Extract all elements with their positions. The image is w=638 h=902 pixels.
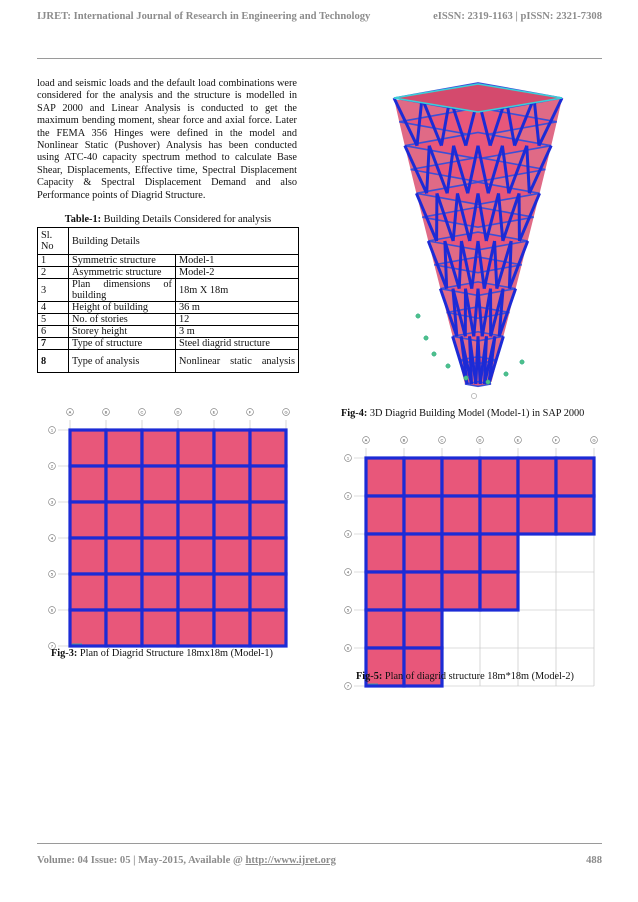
header-cell-no: Sl. No (38, 228, 69, 255)
support-node (486, 380, 490, 384)
slab-panel (106, 610, 142, 646)
slab-panel (404, 496, 442, 534)
slab-panel (142, 466, 178, 502)
support-node (424, 336, 428, 340)
slab-panel (178, 502, 214, 538)
support-node (520, 360, 524, 364)
grid-label-column: E (212, 409, 216, 415)
table-row (38, 326, 299, 338)
table-caption-text: Building Details Considered for analysis (101, 214, 272, 225)
slab-panel (250, 610, 286, 646)
grid-label-row: 1 (50, 427, 54, 433)
fig4-label: Fig-4: (341, 408, 368, 419)
row-value: Nonlinear static analysis (176, 350, 299, 373)
grid-label-row: 1 (346, 455, 350, 461)
slab-panel (366, 458, 404, 496)
support-node (432, 352, 436, 356)
row-value: Model-1 (176, 255, 299, 267)
row-value: Model-2 (176, 267, 299, 279)
grid-label-row: 7 (50, 643, 54, 649)
table-row (38, 255, 299, 267)
slab-panel (404, 610, 442, 648)
slab-panel (404, 458, 442, 496)
grid-label-column: A (68, 409, 72, 415)
slab-panel (142, 430, 178, 466)
slab-panel (250, 538, 286, 574)
slab-panel (366, 610, 404, 648)
table-header-row (38, 228, 299, 255)
slab-panel (404, 534, 442, 572)
row-item: Symmetric structure (69, 255, 176, 267)
slab-panel (480, 496, 518, 534)
table-row (38, 267, 299, 279)
footer-volume (37, 855, 336, 866)
slab-panel (250, 574, 286, 610)
support-node (416, 314, 420, 318)
slab-panel (142, 610, 178, 646)
row-number: 8 (38, 350, 69, 373)
fig4-text: 3D Diagrid Building Model (Model-1) in SAP 2000 (367, 408, 585, 419)
table-caption-label: Table-1: (64, 214, 102, 225)
row-item: Plan dimensions of building (69, 279, 176, 302)
grid-label-column: G (284, 409, 288, 415)
support-node (446, 364, 450, 368)
row-number: 4 (38, 302, 69, 314)
slab-panel (106, 430, 142, 466)
slab-panel (480, 572, 518, 610)
slab-panel (70, 538, 106, 574)
table-row (38, 302, 299, 314)
slab-panel (250, 466, 286, 502)
row-value: 3 m (176, 326, 299, 338)
row-value: Steel diagrid structure (176, 338, 299, 350)
slab-panel (250, 502, 286, 538)
slab-panel (366, 496, 404, 534)
slab-panel (442, 458, 480, 496)
grid-label-row: 4 (346, 569, 350, 575)
slab-panel (480, 458, 518, 496)
grid-label-row: 5 (50, 571, 54, 577)
row-item: Storey height (69, 326, 176, 338)
slab-panel (214, 466, 250, 502)
fig3-label: Fig-3: (51, 648, 78, 659)
row-item: Asymmetric structure (69, 267, 176, 279)
slab-panel (142, 502, 178, 538)
slab-panel (442, 572, 480, 610)
running-header (37, 11, 602, 27)
row-number: 7 (38, 338, 69, 350)
grid-label-row: 6 (50, 607, 54, 613)
grid-label-row: 3 (346, 531, 350, 537)
plan-model1-figure (46, 406, 298, 649)
slab-panel (442, 534, 480, 572)
grid-label-column: D (176, 409, 180, 415)
slab-panel (480, 534, 518, 572)
issn-info: eISSN: 2319-1163 | pISSN: 2321-7308 (433, 11, 602, 22)
3d-diagrid-model-figure (370, 86, 595, 404)
slab-panel (366, 534, 404, 572)
grid-label-column: C (440, 437, 444, 443)
slab-panel (178, 574, 214, 610)
slab-panel (106, 502, 142, 538)
slab-panel (142, 574, 178, 610)
journal-link[interactable]: http://www.ijret.org (245, 855, 336, 866)
fig5-caption (356, 671, 574, 682)
grid-label-row: 5 (346, 607, 350, 613)
row-number: 1 (38, 255, 69, 267)
slab-panel (106, 574, 142, 610)
fig5-label: Fig-5: (356, 671, 383, 682)
slab-panel (214, 502, 250, 538)
row-number: 3 (38, 279, 69, 302)
fig4-caption (341, 408, 584, 419)
grid-label-row: 7 (346, 683, 350, 689)
slab-panel (442, 496, 480, 534)
grid-label-column: D (478, 437, 482, 443)
table-row (38, 350, 299, 373)
grid-label-column: A (364, 437, 368, 443)
slab-panel (214, 538, 250, 574)
slab-panel (556, 458, 594, 496)
table-row (38, 279, 299, 302)
slab-panel (178, 430, 214, 466)
grid-label-column: G (592, 437, 596, 443)
slab-panel (70, 466, 106, 502)
row-item: No. of stories (69, 314, 176, 326)
row-value: 36 m (176, 302, 299, 314)
building-details-table (37, 227, 299, 373)
slab-panel (106, 538, 142, 574)
row-value: 18m X 18m (176, 279, 299, 302)
grid-label-column: E (516, 437, 520, 443)
slab-panel (366, 572, 404, 610)
page-number: 488 (586, 855, 602, 866)
slab-panel (518, 458, 556, 496)
support-node (504, 372, 508, 376)
slab-panel (70, 430, 106, 466)
table-caption (37, 214, 299, 225)
grid-label-row: 2 (346, 493, 350, 499)
grid-label-column: F (248, 409, 252, 415)
footer-volume-text: Volume: 04 Issue: 05 | May-2015, Available @ (37, 855, 246, 866)
grid-label-column: B (104, 409, 108, 415)
row-value: 12 (176, 314, 299, 326)
slab-panel (214, 430, 250, 466)
body-paragraph: load and seismic loads and the default load combinations were considered for the analysis and the structure is modelled in SAP 2000 and Linear Analysis is conducted to get the maximum bending moment, shear force and axial force. Later the FEMA 356 Hinges were defined in the model and Nonlinear Static (Pushover) Analysis has been conducted using ATC-40 capacity spectrum method to calculate Base Shear, Displacements, Effective time, Spectral Displacement Capacity & Spectral Displacement Demand and also Performance points of Diagrid Structure. (37, 78, 297, 201)
slab-panel (106, 466, 142, 502)
table-row (38, 338, 299, 350)
running-footer (37, 855, 602, 871)
slab-panel (404, 572, 442, 610)
row-number: 5 (38, 314, 69, 326)
slab-panel (214, 610, 250, 646)
row-item: Type of analysis (69, 350, 176, 373)
slab-panel (178, 466, 214, 502)
slab-panel (178, 610, 214, 646)
fig5-text: Plan of diagrid structure 18m*18m (Model-2) (382, 671, 574, 682)
row-number: 6 (38, 326, 69, 338)
slab-panel (214, 574, 250, 610)
footer-rule (37, 843, 602, 844)
grid-label-column: B (402, 437, 406, 443)
slab-panel (250, 430, 286, 466)
header-rule (37, 58, 602, 59)
journal-title: IJRET: International Journal of Research in Engineering and Technology (37, 11, 371, 22)
slab-panel (518, 496, 556, 534)
slab-panel (556, 496, 594, 534)
row-number: 2 (38, 267, 69, 279)
support-node (464, 376, 468, 380)
grid-label-row: 4 (50, 535, 54, 541)
slab-panel (70, 574, 106, 610)
slab-panel (142, 538, 178, 574)
row-item: Height of building (69, 302, 176, 314)
fig3-caption (51, 648, 273, 659)
slab-panel (70, 610, 106, 646)
header-cell-details: Building Details (69, 228, 299, 255)
row-item: Type of structure (69, 338, 176, 350)
grid-label-column: C (140, 409, 144, 415)
grid-label-column: F (554, 437, 558, 443)
slab-panel (70, 502, 106, 538)
table-row (38, 314, 299, 326)
axis-origin-icon (471, 393, 476, 398)
grid-label-row: 2 (50, 463, 54, 469)
slab-panel (178, 538, 214, 574)
grid-label-row: 6 (346, 645, 350, 651)
fig3-text: Plan of Diagrid Structure 18mx18m (Model-1) (77, 648, 273, 659)
grid-label-row: 3 (50, 499, 54, 505)
